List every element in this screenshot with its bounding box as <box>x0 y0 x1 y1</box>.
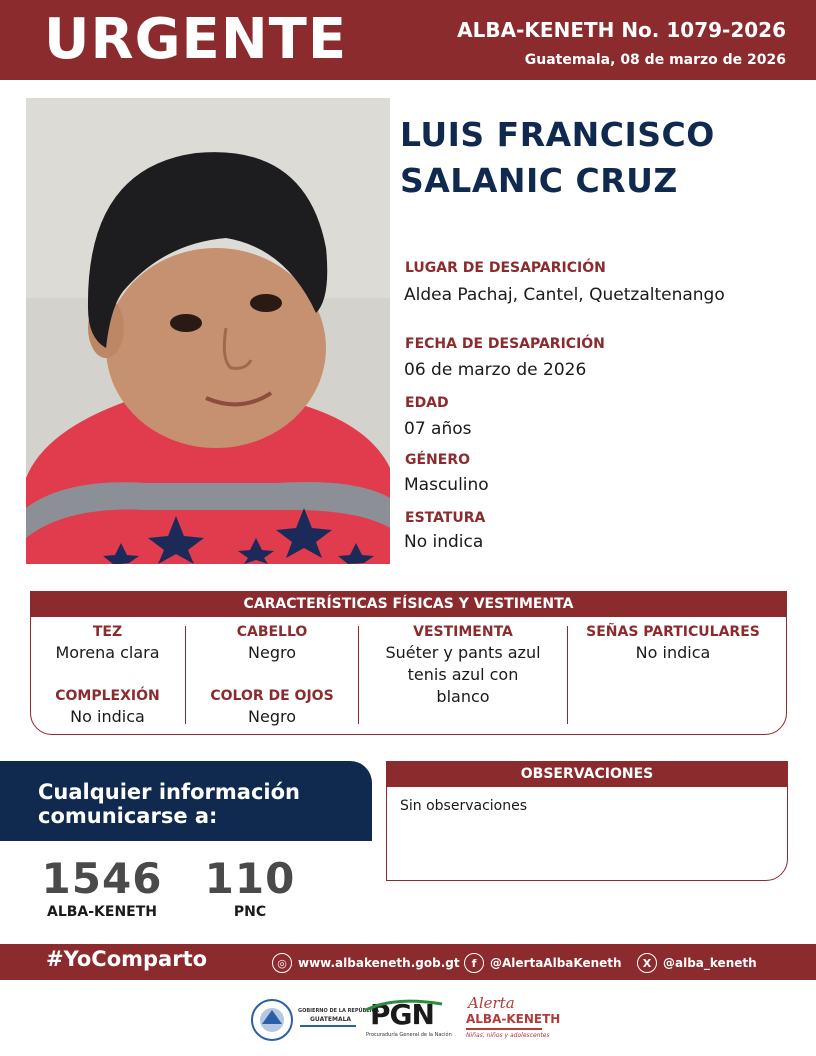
x-link[interactable] <box>637 953 757 973</box>
pgn-logo: PGN <box>370 998 434 1031</box>
case-number: ALBA-KENETH No. 1079-2026 <box>457 18 786 42</box>
date-value: 06 de marzo de 2026 <box>404 360 587 380</box>
clothing-value <box>359 642 567 708</box>
facebook-text: @AlertaAlbaKeneth <box>490 956 622 970</box>
observations-heading: OBSERVACIONES <box>386 761 788 787</box>
hashtag: #YoComparto <box>46 947 208 971</box>
contact-line-2: comunicarse a: <box>38 804 218 828</box>
facebook-icon: f <box>464 953 484 973</box>
observations-text: Sin observaciones <box>400 798 528 814</box>
clothing-line-2: tenis azul con <box>407 665 519 684</box>
website-link[interactable] <box>272 953 460 973</box>
characteristics-heading: CARACTERÍSTICAS FÍSICAS Y VESTIMENTA <box>30 591 787 617</box>
gov-logo-line-2: GUATEMALA <box>310 1016 352 1023</box>
logos-strip <box>0 992 816 1048</box>
name-line-1: LUIS FRANCISCO <box>400 115 715 154</box>
alba-keneth-number-label: ALBA-KENETH <box>46 904 158 920</box>
gender-value: Masculino <box>404 475 489 495</box>
alerta-underline <box>466 1028 542 1030</box>
globe-icon: ◎ <box>272 953 292 973</box>
pgn-swoosh-icon <box>364 996 444 1016</box>
marks-label: SEÑAS PARTICULARES <box>586 624 760 640</box>
government-seal-icon <box>250 998 294 1042</box>
hair-label: CABELLO <box>236 624 308 640</box>
name-line-2: SALANIC CRUZ <box>400 161 678 200</box>
alerta-name: ALBA-KENETH <box>466 1012 561 1026</box>
height-label: ESTATURA <box>405 510 486 526</box>
clothing-label: VESTIMENTA <box>413 624 513 640</box>
eyes-label: COLOR DE OJOS <box>210 688 334 704</box>
place-label: LUGAR DE DESAPARICIÓN <box>405 260 606 276</box>
clothing-line-1: Suéter y pants azul <box>385 643 541 662</box>
gov-logo-line-1: GOBIERNO DE LA REPÚBLICA <box>298 1008 379 1014</box>
pgn-subtitle: Procuraduría General de la Nación <box>366 1032 452 1038</box>
clothing-line-3: blanco <box>436 687 490 706</box>
contact-line-1: Cualquier información <box>38 780 300 804</box>
alba-keneth-number[interactable]: 1546 <box>41 854 163 903</box>
pnc-number[interactable]: 110 <box>204 854 296 903</box>
website-text: www.albakeneth.gob.gt <box>298 956 460 970</box>
eyes-value: Negro <box>248 707 296 726</box>
tez-value: Morena clara <box>55 643 160 662</box>
age-value: 07 años <box>404 419 472 439</box>
complexion-value: No indica <box>70 707 145 726</box>
person-name <box>400 112 800 204</box>
x-icon: X <box>637 953 657 973</box>
complexion-label: COMPLEXIÓN <box>55 688 160 704</box>
alerta-tagline: Niñas, niños y adolescentes <box>466 1032 550 1039</box>
column-divider <box>567 626 568 724</box>
place-date: Guatemala, 08 de marzo de 2026 <box>524 52 786 68</box>
pnc-number-label: PNC <box>233 904 267 920</box>
marks-value: No indica <box>635 643 711 662</box>
urgent-title: URGENTE <box>44 7 348 72</box>
x-text: @alba_keneth <box>663 956 757 970</box>
facebook-link[interactable] <box>464 953 622 973</box>
missing-child-photo <box>26 98 390 564</box>
tez-label: TEZ <box>92 624 123 640</box>
hair-value: Negro <box>248 643 296 662</box>
height-value: No indica <box>404 532 484 552</box>
contact-text <box>38 780 358 828</box>
place-value: Aldea Pachaj, Cantel, Quetzaltenango <box>404 285 725 305</box>
gender-label: GÉNERO <box>405 452 471 468</box>
date-label: FECHA DE DESAPARICIÓN <box>405 336 605 352</box>
header-bar <box>0 0 816 80</box>
gov-logo-divider <box>300 1025 356 1027</box>
age-label: EDAD <box>405 395 449 411</box>
alerta-script: Alerta <box>468 994 515 1012</box>
